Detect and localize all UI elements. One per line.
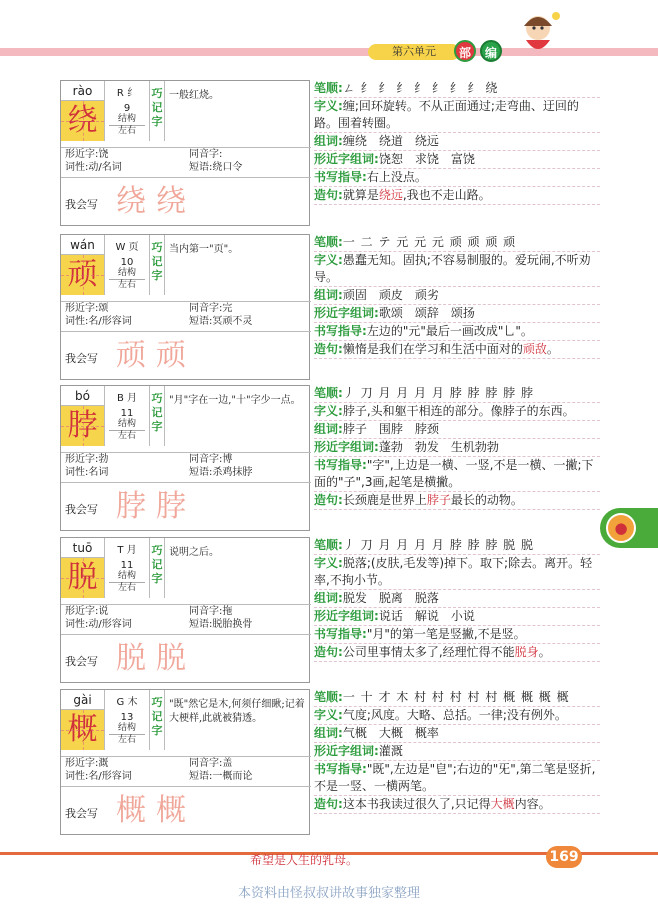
note-similar-words: 形近字组词:歌颂 颂辞 颂扬 [314,305,600,323]
note-stroke-order: 笔顺:丿 刀 月 月 月 月 脖 脖 脖 脱 脱 [314,537,600,555]
mnemonic-note: 一般红烧。 [169,90,219,101]
main-character: 绕 [61,101,105,141]
note-stroke-order: 笔顺:一 十 才 木 村 村 村 村 村 概 概 概 概 [314,689,600,707]
unit-label: 第六单元 [368,44,460,60]
part-of-speech: 词性:动/名词 [65,162,122,173]
character-card [60,385,310,531]
structure-label: 结构 [117,419,136,429]
note-similar-words: 形近字组词:说话 解说 小说 [314,608,600,626]
structure-label: 结构 [117,571,136,581]
radical-info [105,690,149,750]
structure-label: 结构 [117,723,136,733]
note-words: 组词:缠绕 绕道 绕远 [314,133,600,151]
pinyin: bó [61,386,105,406]
similar-char: 形近字:勃 [65,454,109,465]
write-label: 我会写 [65,198,98,211]
note-stroke-order: 笔顺:ㄥ 纟 纟 纟 纟 纟 纟 纟 绕 [314,80,600,98]
character-entry [60,537,600,683]
practice-char-2: 顽 [156,338,186,373]
practice-char-1: 概 [116,793,146,828]
note-writing-guide: 书写指导:左边的"元"最后一画改成"乚"。 [314,323,600,341]
similar-char: 形近字:说 [65,606,109,617]
radical: 木 [127,697,138,708]
practice-char-1: 绕 [116,184,146,219]
structure-label: 结构 [117,268,136,278]
radical: 页 [128,242,139,253]
similar-char: 形近字:溉 [65,758,109,769]
qiao-ji-zi-label: 巧记字 [149,690,165,750]
info-row-similar [61,301,311,315]
practice-row [61,634,311,684]
main-character: 顽 [61,255,105,295]
info-row-pos [61,618,311,632]
radical-info [105,386,149,446]
stroke-count: 10 [120,257,134,268]
info-row-pos [61,161,311,175]
character-entry [60,234,600,380]
pinyin: rào [61,81,105,101]
info-row-pos [61,315,311,329]
mnemonic-note: "既"然它是木,何须仔细瞅;记着大梗样,此就被猜透。 [169,699,305,724]
practice-char-1: 脱 [116,641,146,676]
notes-panel [314,689,600,835]
structure-value: 左右 [109,582,145,594]
info-row-similar [61,147,311,161]
part-of-speech: 词性:动/形容词 [65,619,132,630]
note-similar-words: 形近字组词:饶恕 求饶 富饶 [314,151,600,169]
structure-value: 左右 [109,125,145,137]
write-label: 我会写 [65,503,98,516]
structure-label: 结构 [117,114,136,124]
note-sentence: 造句:公司里事情太多了,经理忙得不能脱身。 [314,644,600,662]
note-meaning: 字义:脱落;(皮肤,毛发等)掉下。取下;除去。离开。轻率,不拘小节。 [314,555,600,590]
note-similar-words: 形近字组词:蓬勃 勃发 生机勃勃 [314,439,600,457]
note-sentence: 造句:长颈鹿是世界上脖子最长的动物。 [314,492,600,510]
practice-char-2: 概 [156,793,186,828]
page-number: 169 [546,846,582,868]
mnemonic-note: "月"字在一边,"十"字少一点。 [169,395,301,406]
stroke-count: 9 [123,103,131,114]
mnemonic-note: 说明之后。 [169,547,219,558]
note-sentence: 造句:就算是绕远,我也不走山路。 [314,187,600,205]
practice-char-2: 脱 [156,641,186,676]
character-card [60,234,310,380]
radical-letter: G [116,697,125,708]
homophone: 同音字: [189,149,223,160]
footer-motto: 希望是人生的乳母。 [250,853,359,867]
practice-row [61,177,311,227]
practice-row [61,331,311,381]
homophone: 同音字:完 [189,303,233,314]
mascot-illustration [508,6,568,60]
homophone: 同音字:博 [189,454,233,465]
similar-char: 形近字:饶 [65,149,109,160]
character-card [60,689,310,835]
structure-value: 左右 [109,734,145,746]
note-writing-guide: 书写指导:"月"的第一笔是竖撇,不是竖。 [314,626,600,644]
stroke-count: 13 [120,712,134,723]
practice-char-2: 绕 [156,184,186,219]
note-meaning: 字义:气度;风度。大略、总括。一律;没有例外。 [314,707,600,725]
write-label: 我会写 [65,352,98,365]
note-sentence: 造句:懒惰是我们在学习和生活中面对的顽敌。 [314,341,600,359]
phrase: 短语:一概而论 [189,771,253,782]
structure-value: 左右 [109,430,145,442]
note-words: 组词:脱发 脱离 脱落 [314,590,600,608]
pinyin: wán [61,235,105,255]
similar-char: 形近字:颂 [65,303,109,314]
phrase: 短语:绕口令 [189,162,243,173]
homophone: 同音字:盖 [189,758,233,769]
part-of-speech: 词性:名/形容词 [65,771,132,782]
phrase: 短语:冥顽不灵 [189,316,253,327]
part-of-speech: 词性:名/形容词 [65,316,132,327]
radical-letter: R [116,88,124,99]
badge-bian: 编 [480,40,502,62]
qiao-ji-zi-label: 巧记字 [149,538,165,598]
radical-letter: W [115,242,126,253]
main-character: 脖 [61,406,105,446]
radical-info [105,538,149,598]
info-row-pos [61,466,311,480]
badge-bu: 部 [454,40,476,62]
character-card [60,537,310,683]
note-words: 组词:顽固 顽皮 顽劣 [314,287,600,305]
info-row-similar [61,452,311,466]
structure-value: 左右 [109,279,145,291]
part-of-speech: 词性:名词 [65,467,109,478]
notes-panel [314,537,600,683]
radical: 纟 [127,88,138,99]
mnemonic-note: 当内第一"页"。 [169,244,239,255]
radical: 月 [127,393,138,404]
note-writing-guide: 书写指导:"既",左边是"皀";右边的"旡",第二笔是竖折,不是一竖、一横两笔。 [314,761,600,796]
radical: 月 [126,545,137,556]
pinyin: gài [61,690,105,710]
note-meaning: 字义:愚蠢无知。固执;不容易制服的。爱玩闹,不听劝导。 [314,252,600,287]
radical-letter: B [116,393,124,404]
main-character: 概 [61,710,105,750]
side-tab[interactable] [600,508,658,548]
practice-row [61,482,311,532]
radical-letter: T [117,545,124,556]
note-stroke-order: 笔顺:一 二 テ 元 元 元 顽 顽 顽 顽 [314,234,600,252]
note-words: 组词:脖子 围脖 脖颈 [314,421,600,439]
note-writing-guide: 书写指导:"字",上边是一横、一竖,不是一横、一撇;下面的"子",3画,起笔是横撇。 [314,457,600,492]
stroke-count: 11 [120,560,134,571]
homophone: 同音字:拖 [189,606,233,617]
phrase: 短语:脱胎换骨 [189,619,253,630]
page-header [0,0,658,60]
write-label: 我会写 [65,655,98,668]
note-meaning: 字义:脖子,头和躯干相连的部分。像脖子的东西。 [314,403,600,421]
phrase: 短语:杀鸡抹脖 [189,467,253,478]
qiao-ji-zi-label: 巧记字 [149,386,165,446]
stroke-count: 11 [120,408,134,419]
note-similar-words: 形近字组词:灌溉 [314,743,600,761]
source-watermark: 本资料由怪叔叔讲故事独家整理 [237,886,420,901]
practice-char-2: 脖 [156,489,186,524]
pinyin: tuō [61,538,105,558]
main-character: 脱 [61,558,105,598]
qiao-ji-zi-label: 巧记字 [149,235,165,295]
info-row-similar [61,604,311,618]
notes-panel [314,234,600,380]
notes-panel [314,80,600,226]
practice-char-1: 脖 [116,489,146,524]
note-meaning: 字义:缠;回环旋转。不从正面通过;走弯曲、迂回的路。围着转圈。 [314,98,600,133]
note-writing-guide: 书写指导:右上没点。 [314,169,600,187]
qiao-ji-zi-label: 巧记字 [149,81,165,141]
character-card [60,80,310,226]
fox-face-icon: ● [606,513,636,543]
info-row-similar [61,756,311,770]
character-entry [60,385,600,531]
radical-info [105,235,149,295]
write-label: 我会写 [65,807,98,820]
note-stroke-order: 笔顺:丿 刀 月 月 月 月 脖 脖 脖 脖 脖 [314,385,600,403]
character-entry [60,689,600,835]
radical-info [105,81,149,141]
note-sentence: 造句:这本书我读过很久了,只记得大概内容。 [314,796,600,814]
notes-panel [314,385,600,531]
practice-char-1: 顽 [116,338,146,373]
practice-row [61,786,311,836]
info-row-pos [61,770,311,784]
note-words: 组词:气概 大概 概率 [314,725,600,743]
character-entry [60,80,600,226]
